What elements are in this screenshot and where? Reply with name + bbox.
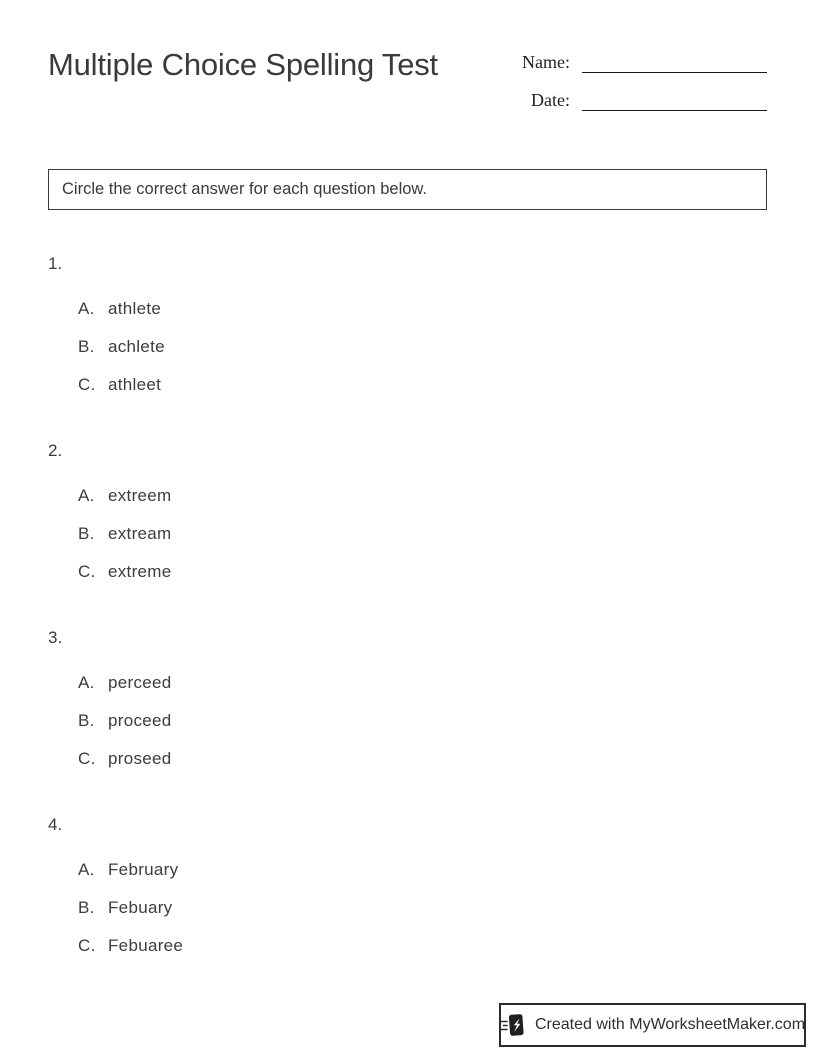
option-b[interactable]: [78, 338, 165, 356]
date-field-row: [522, 90, 767, 111]
question-number: 4.: [48, 815, 63, 834]
option-letter: C.: [78, 749, 96, 768]
option-b[interactable]: [78, 525, 172, 543]
option-text: extreem: [108, 486, 172, 505]
option-text: extream: [108, 524, 172, 543]
option-letter: C.: [78, 562, 96, 581]
question-1: [48, 255, 768, 394]
option-a[interactable]: [78, 300, 161, 318]
option-a[interactable]: [78, 674, 172, 692]
option-letter: B.: [78, 898, 95, 917]
option-text: February: [108, 860, 179, 879]
option-c[interactable]: [78, 376, 161, 394]
option-b[interactable]: [78, 899, 172, 917]
option-text: athleet: [108, 375, 162, 394]
date-label: Date:: [531, 90, 570, 110]
option-text: proseed: [108, 749, 172, 768]
options-list: [78, 674, 768, 768]
question-number: 2.: [48, 441, 63, 460]
worksheet-maker-logo-icon: [500, 1012, 526, 1038]
option-letter: A.: [78, 860, 95, 879]
option-letter: B.: [78, 524, 95, 543]
instructions-text: Circle the correct answer for each question below.: [62, 180, 428, 198]
name-field-row: [522, 52, 767, 73]
options-list: [78, 487, 768, 581]
question-2: [48, 442, 768, 581]
page-title: Multiple Choice Spelling Test: [48, 47, 438, 82]
option-c[interactable]: [78, 563, 172, 581]
option-text: perceed: [108, 673, 172, 692]
name-label: Name:: [522, 52, 570, 72]
question-4: [48, 816, 768, 955]
option-text: proceed: [108, 711, 172, 730]
footer-credit-badge: [499, 1003, 806, 1047]
date-input-line[interactable]: [582, 90, 767, 111]
option-text: extreme: [108, 562, 172, 581]
option-c[interactable]: [78, 750, 172, 768]
option-text: achlete: [108, 337, 165, 356]
name-date-block: [522, 52, 767, 111]
option-text: athlete: [108, 299, 162, 318]
option-letter: A.: [78, 486, 95, 505]
option-c[interactable]: [78, 937, 183, 955]
option-letter: A.: [78, 673, 95, 692]
options-list: [78, 861, 768, 955]
questions-list: [48, 255, 768, 1003]
name-input-line[interactable]: [582, 52, 767, 73]
option-letter: B.: [78, 711, 95, 730]
option-letter: B.: [78, 337, 95, 356]
option-letter: C.: [78, 936, 96, 955]
option-letter: C.: [78, 375, 96, 394]
options-list: [78, 300, 768, 394]
footer-credit-text: Created with MyWorksheetMaker.com: [535, 1016, 806, 1033]
option-b[interactable]: [78, 712, 172, 730]
option-a[interactable]: [78, 861, 178, 879]
question-3: [48, 629, 768, 768]
option-text: Febuary: [108, 898, 173, 917]
option-text: Febuaree: [108, 936, 184, 955]
question-number: 1.: [48, 254, 63, 273]
option-a[interactable]: [78, 487, 172, 505]
question-number: 3.: [48, 628, 63, 647]
instructions-box: [48, 169, 767, 210]
option-letter: A.: [78, 299, 95, 318]
